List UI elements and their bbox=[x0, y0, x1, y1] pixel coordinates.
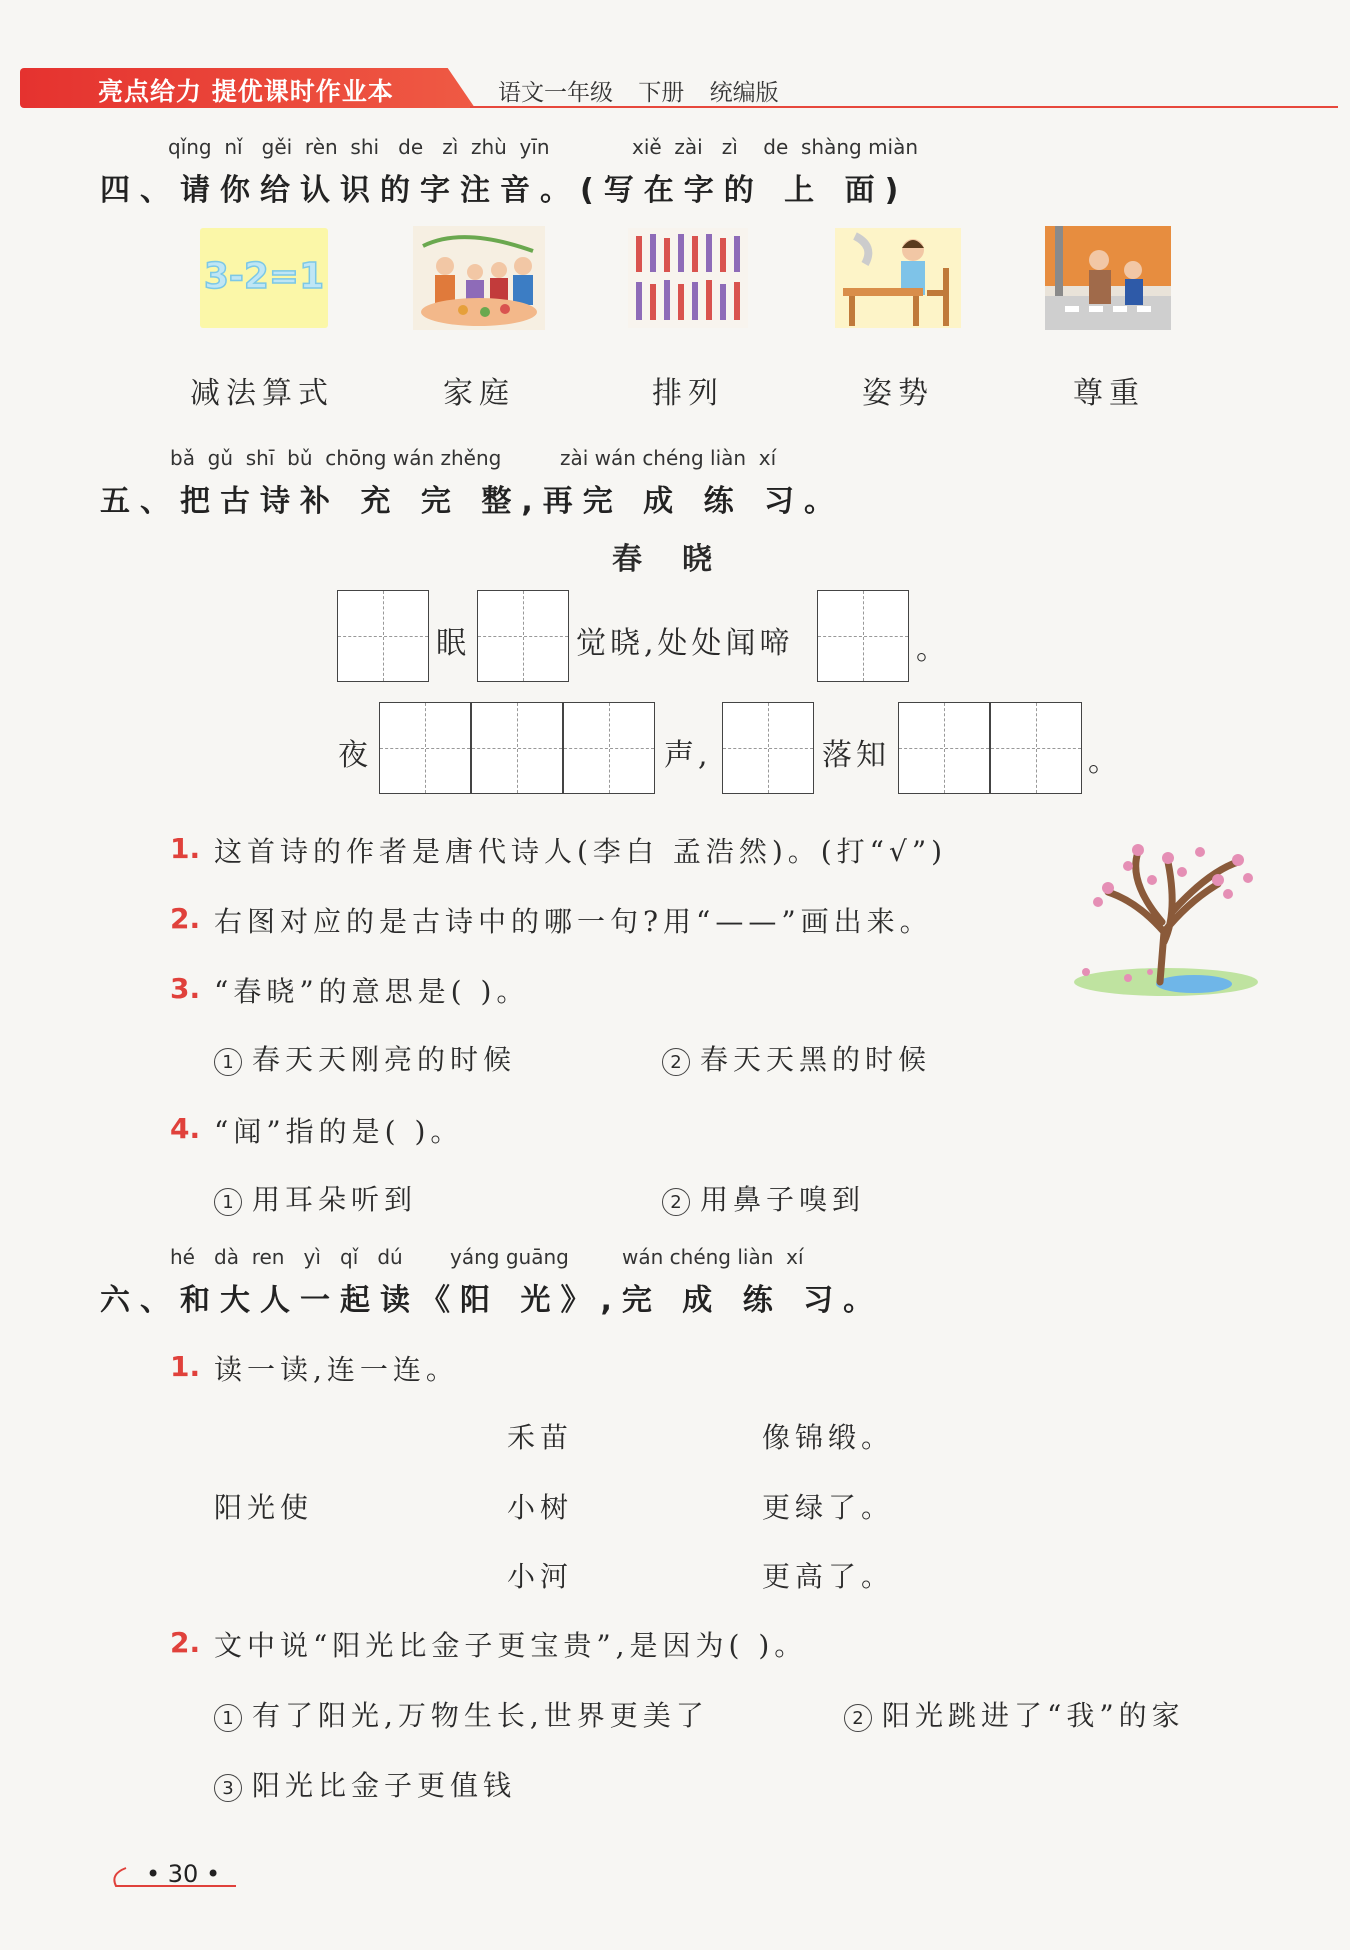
question-number: 4. bbox=[170, 1112, 201, 1145]
poem-punct: 。 bbox=[1088, 744, 1122, 779]
word-item: 排列 bbox=[652, 376, 724, 411]
page-number: • 30 • bbox=[146, 1860, 221, 1888]
option-item[interactable] bbox=[214, 1038, 516, 1078]
question-text: 右图对应的是古诗中的哪一句?用“——”画出来。 bbox=[214, 905, 933, 938]
question-number: 3. bbox=[170, 972, 201, 1005]
option-mark: 2 bbox=[662, 1188, 690, 1216]
option-text: 春天天刚亮的时候 bbox=[252, 1043, 517, 1076]
option-mark: 1 bbox=[214, 1048, 242, 1076]
match-middle[interactable]: 小河 bbox=[507, 1560, 574, 1593]
poem-title: 春晓 bbox=[612, 542, 752, 577]
pinyin-line: qǐng nǐ gěi rèn shi de zì zhù yīn bbox=[168, 135, 550, 159]
poem-text: 觉晓,处处闻啼 bbox=[576, 626, 794, 661]
equation-text: 3-2=1 bbox=[203, 256, 325, 297]
section-heading-6: 六、和大人一起读《阳 光》,完 成 练 习。 bbox=[100, 1283, 884, 1318]
subject-label: 语文一年级 下册 统编版 bbox=[498, 80, 779, 106]
pinyin-line: hé dà ren yì qǐ dú bbox=[170, 1245, 403, 1269]
poem-punct: 。 bbox=[916, 632, 950, 667]
blossom-tree-illustration bbox=[1068, 822, 1264, 1002]
match-right[interactable]: 更高了。 bbox=[762, 1560, 895, 1593]
option-text: 用耳朵听到 bbox=[252, 1183, 418, 1216]
option-text: 春天天黑的时候 bbox=[700, 1043, 932, 1076]
option-item[interactable] bbox=[214, 1178, 417, 1218]
answer-box[interactable] bbox=[379, 702, 471, 794]
header-rule bbox=[470, 106, 1338, 108]
pinyin-line: yáng guāng bbox=[450, 1245, 569, 1269]
match-middle[interactable]: 小树 bbox=[507, 1491, 574, 1524]
answer-box[interactable] bbox=[563, 702, 655, 794]
option-text: 阳光比金子更值钱 bbox=[252, 1769, 517, 1802]
option-item[interactable] bbox=[844, 1694, 1185, 1734]
option-item[interactable] bbox=[662, 1038, 931, 1078]
option-item[interactable] bbox=[662, 1178, 865, 1218]
word-item: 尊重 bbox=[1073, 376, 1145, 411]
pencils-picture bbox=[628, 228, 748, 328]
answer-box[interactable] bbox=[722, 702, 814, 794]
match-right[interactable]: 更绿了。 bbox=[762, 1491, 895, 1524]
poem-text: 夜 bbox=[338, 738, 372, 773]
question-number: 2. bbox=[170, 1626, 201, 1659]
pinyin-line: xiě zài zì de shàng miàn bbox=[632, 135, 919, 159]
word-item: 家庭 bbox=[443, 376, 515, 411]
question-text: 这首诗的作者是唐代诗人(李白 孟浩然)。(打“√”) bbox=[214, 835, 948, 868]
answer-box[interactable] bbox=[471, 702, 563, 794]
option-text: 阳光跳进了“我”的家 bbox=[882, 1699, 1185, 1732]
option-text: 用鼻子嗅到 bbox=[700, 1183, 866, 1216]
answer-box[interactable] bbox=[477, 590, 569, 682]
match-middle[interactable]: 禾苗 bbox=[507, 1421, 574, 1454]
respect-picture bbox=[1045, 226, 1171, 330]
pinyin-line: bǎ gǔ shī bǔ chōng wán zhěng bbox=[170, 446, 502, 470]
pinyin-line: wán chéng liàn xí bbox=[622, 1245, 804, 1269]
family-picture bbox=[413, 226, 545, 330]
section-heading-4: 四、请你给认识的字注音。(写在字的 上 面) bbox=[100, 173, 909, 208]
option-mark: 2 bbox=[662, 1048, 690, 1076]
word-item: 减法算式 bbox=[190, 376, 334, 411]
subtraction-picture bbox=[200, 228, 328, 328]
question-text: 文中说“阳光比金子更宝贵”,是因为( )。 bbox=[214, 1629, 808, 1662]
poem-text: 眠 bbox=[436, 626, 470, 661]
question-text: “春晓”的意思是( )。 bbox=[214, 975, 530, 1008]
question-number: 1. bbox=[170, 832, 201, 865]
option-mark: 3 bbox=[214, 1774, 242, 1802]
question-number: 1. bbox=[170, 1350, 201, 1383]
option-item[interactable] bbox=[214, 1694, 709, 1734]
section-heading-5: 五、把古诗补 充 完 整,再完 成 练 习。 bbox=[100, 484, 845, 519]
word-item: 姿势 bbox=[862, 376, 934, 411]
poem-text: 落知 bbox=[822, 738, 890, 773]
answer-box[interactable] bbox=[817, 590, 909, 682]
answer-box[interactable] bbox=[337, 590, 429, 682]
posture-picture bbox=[835, 228, 961, 328]
answer-box[interactable] bbox=[898, 702, 990, 794]
option-mark: 1 bbox=[214, 1188, 242, 1216]
match-right[interactable]: 像锦缎。 bbox=[762, 1421, 895, 1454]
match-left[interactable]: 阳光使 bbox=[214, 1491, 314, 1524]
brand-title: 亮点给力 提优课时作业本 bbox=[98, 77, 394, 106]
poem-text: 声, bbox=[664, 738, 712, 773]
option-item[interactable] bbox=[214, 1764, 516, 1804]
option-mark: 1 bbox=[214, 1704, 242, 1732]
option-text: 有了阳光,万物生长,世界更美了 bbox=[252, 1699, 709, 1732]
question-text: 读一读,连一连。 bbox=[214, 1353, 459, 1386]
pinyin-line: zài wán chéng liàn xí bbox=[560, 446, 777, 470]
question-number: 2. bbox=[170, 902, 201, 935]
option-mark: 2 bbox=[844, 1704, 872, 1732]
answer-box[interactable] bbox=[990, 702, 1082, 794]
question-text: “闻”指的是( )。 bbox=[214, 1115, 464, 1148]
